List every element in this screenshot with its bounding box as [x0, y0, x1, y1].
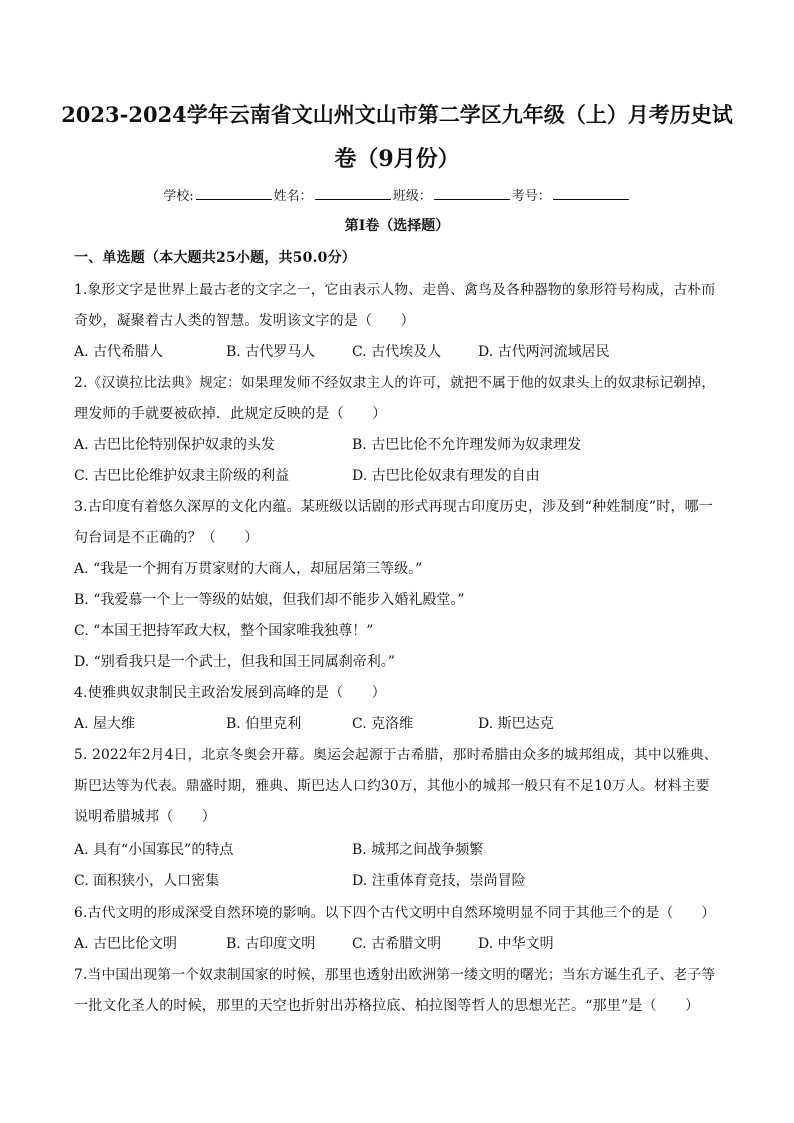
question-1-option-c[interactable]: C. 古代埃及人 — [352, 344, 442, 360]
name-label: 姓名： — [273, 189, 313, 204]
question-6-option-c[interactable]: C. 古希腊文明 — [352, 936, 442, 952]
question-3-option-a[interactable]: A. “我是一个拥有万贯家财的大商人，却屈居第三等级。” — [74, 561, 423, 577]
question-2-line-1: 2.《汉谟拉比法典》规定：如果理发师不经奴隶主人的许可，就把不属于他的奴隶头上的奴隶标记剃掉， — [74, 375, 716, 391]
student-info-row — [0, 186, 794, 207]
question-1-option-b[interactable]: B. 古代罗马人 — [226, 344, 316, 360]
question-2-option-b[interactable]: B. 古巴比伦不允许理发师为奴隶理发 — [352, 437, 582, 453]
question-3-line-2: 句台词是不正确的？（ ） — [74, 530, 259, 546]
school-blank[interactable] — [196, 186, 272, 200]
section-title: 第I卷（选择题） — [344, 218, 450, 234]
question-5-line-2: 斯巴达等为代表。鼎盛时期，雅典、斯巴达人口约30万，其他小的城邦一般只有不足10万人。材料主要 — [74, 778, 710, 794]
question-7-line-1: 7.当中国出现第一个奴隶制国家的时候，那里也透射出欧洲第一缕文明的曙光；当东方诞生孔子、老子等 — [74, 967, 716, 983]
question-5-option-b[interactable]: B. 城邦之间战争频繁 — [352, 842, 484, 858]
exam-title-line-2: 卷（9月份） — [334, 146, 460, 172]
question-4-line-1: 4.使雅典奴隶制民主政治发展到高峰的是（ ） — [74, 685, 386, 701]
number-blank[interactable] — [553, 186, 629, 200]
question-1-option-d[interactable]: D. 古代两河流域居民 — [478, 344, 610, 360]
question-4-option-d[interactable]: D. 斯巴达克 — [478, 716, 554, 732]
name-blank[interactable] — [315, 186, 391, 200]
question-6-line-1: 6.古代文明的形成深受自然环境的影响。以下四个古代文明中自然环境明显不同于其他三个的是（ ） — [74, 905, 716, 921]
class-blank[interactable] — [434, 186, 510, 200]
school-label: 学校: — [163, 189, 194, 204]
question-7-line-2: 一批文化圣人的时候，那里的天空也折射出苏格拉底、柏拉图等哲人的思想光芒。“那里”是（ ） — [74, 998, 700, 1014]
section-heading: 一、单选题（本大题共25小题，共50.0分） — [74, 250, 356, 266]
question-1-option-a[interactable]: A. 古代希腊人 — [74, 344, 164, 360]
question-6-option-d[interactable]: D. 中华文明 — [478, 936, 554, 952]
question-5-line-3: 说明希腊城邦（ ） — [74, 809, 216, 825]
question-3-option-b[interactable]: B. “我爱慕一个上一等级的姑娘，但我们却不能步入婚礼殿堂。” — [74, 592, 465, 608]
question-2-line-2: 理发师的手就要被砍掉．此规定反映的是（ ） — [74, 406, 387, 422]
class-label: 班级： — [392, 189, 432, 204]
question-5-option-c[interactable]: C. 面积狭小，人口密集 — [74, 873, 220, 889]
question-3-line-1: 3.古印度有着悠久深厚的文化内蕴。某班级以话剧的形式再现古印度历史，涉及到“种姓制度”时，哪一 — [74, 499, 714, 515]
question-2-option-a[interactable]: A. 古巴比伦特别保护奴隶的头发 — [74, 437, 276, 453]
question-1-line-2: 奇妙，凝聚着古人类的智慧。发明该文字的是（ ） — [74, 313, 415, 329]
question-3-option-d[interactable]: D. “别看我只是一个武士，但我和国王同属刹帝利。” — [74, 654, 395, 670]
question-3-option-c[interactable]: C. “本国王把持军政大权，整个国家唯我独尊！” — [74, 623, 374, 639]
question-4-option-c[interactable]: C. 克洛维 — [352, 716, 414, 732]
question-4-option-b[interactable]: B. 伯里克利 — [226, 716, 302, 732]
question-6-option-a[interactable]: A. 古巴比伦文明 — [74, 936, 178, 952]
exam-title-line-1: 2023-2024学年云南省文山州文山市第二学区九年级（上）月考历史试 — [61, 102, 733, 127]
question-5-option-a[interactable]: A. 具有“小国寡民”的特点 — [74, 842, 234, 858]
question-2-option-c[interactable]: C. 古巴比伦维护奴隶主阶级的利益 — [74, 468, 290, 484]
question-4-option-a[interactable]: A. 屋大维 — [74, 716, 136, 732]
question-6-option-b[interactable]: B. 古印度文明 — [226, 936, 316, 952]
question-5-option-d[interactable]: D. 注重体育竞技，崇尚冒险 — [352, 873, 526, 889]
question-2-option-d[interactable]: D. 古巴比伦奴隶有理发的自由 — [352, 468, 540, 484]
question-1-line-1: 1.象形文字是世界上最古老的文字之一，它由表示人物、走兽、禽鸟及各种器物的象形符号构成，古朴而 — [74, 282, 716, 298]
question-5-line-1: 5. 2022年2月4日，北京冬奥会开幕。奥运会起源于古希腊，那时希腊由众多的城邦组成，其中以雅典、 — [74, 747, 718, 763]
number-label: 考号： — [511, 189, 551, 204]
